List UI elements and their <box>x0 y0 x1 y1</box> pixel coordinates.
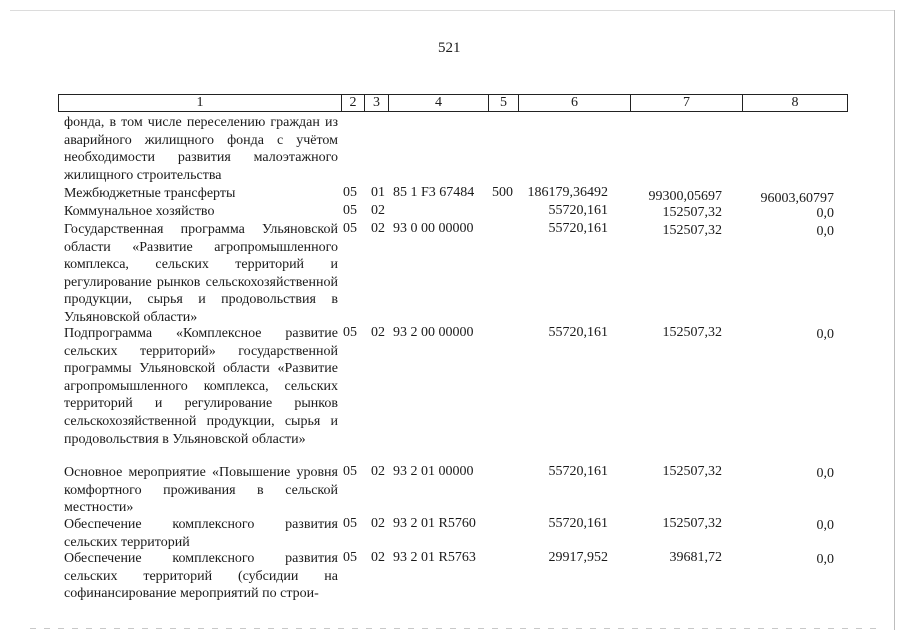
row-amount-1: 55720,161 <box>548 221 608 236</box>
row-amount-2: 152507,32 <box>662 464 722 479</box>
row-amount-1: 29917,952 <box>548 550 608 565</box>
row-amount-1: 55720,161 <box>548 516 608 531</box>
row-name: Основное мероприятие «Повышение уровня комфортного проживания в сельской местности» <box>64 465 338 516</box>
row-subsection: 02 <box>371 550 385 565</box>
page-edge-right <box>894 10 895 630</box>
row-name: Коммунальное хозяйство <box>64 204 215 219</box>
row-amount-3: 96003,60797 <box>760 191 834 206</box>
row-amount-3: 0,0 <box>816 552 834 567</box>
row-target-code: 93 2 00 00000 <box>393 325 474 340</box>
row-name: Обеспечение комплексного развития сельских территорий (субсидии на софинансирование мероприятий по строи- <box>64 551 338 602</box>
row-expense-type: 500 <box>492 185 513 200</box>
row-name: Государственная программа Ульяновской области «Развитие агропромышленного комплекса, сельских территорий и регулирование рынков сельскохозяйственной продукции, сырья и продовольствия в Ульяновской области» <box>64 222 338 325</box>
header-col-6: 6 <box>519 95 631 111</box>
row-section: 05 <box>343 516 357 531</box>
header-col-2: 2 <box>342 95 365 111</box>
row-amount-1: 55720,161 <box>548 203 608 218</box>
header-col-7: 7 <box>631 95 743 111</box>
row-name: Межбюджетные трансферты <box>64 186 236 201</box>
row-amount-2: 99300,05697 <box>648 189 722 204</box>
row-amount-2: 39681,72 <box>669 550 722 565</box>
row-section: 05 <box>343 221 357 236</box>
header-col-1: 1 <box>59 95 342 111</box>
row-amount-2: 152507,32 <box>662 223 722 238</box>
header-col-4: 4 <box>389 95 489 111</box>
row-amount-3: 0,0 <box>816 466 834 481</box>
row-name: Обеспечение комплексного развития сельских территорий <box>64 517 338 550</box>
row-target-code: 93 2 01 R5760 <box>393 516 476 531</box>
scan-artifact-line <box>30 628 880 629</box>
row-subsection: 01 <box>371 185 385 200</box>
row-amount-1: 55720,161 <box>548 464 608 479</box>
row-amount-3: 0,0 <box>816 206 834 221</box>
row-section: 05 <box>343 464 357 479</box>
row-subsection: 02 <box>371 464 385 479</box>
row-amount-3: 0,0 <box>816 518 834 533</box>
row-subsection: 02 <box>371 516 385 531</box>
row-amount-2: 152507,32 <box>662 205 722 220</box>
header-col-3: 3 <box>365 95 389 111</box>
row-subsection: 02 <box>371 203 385 218</box>
row-amount-3: 0,0 <box>816 224 834 239</box>
row-amount-3: 0,0 <box>816 327 834 342</box>
table-header <box>58 94 848 112</box>
row-target-code: 93 2 01 00000 <box>393 464 474 479</box>
row-section: 05 <box>343 185 357 200</box>
row-section: 05 <box>343 325 357 340</box>
row-target-code: 85 1 F3 67484 <box>393 185 475 200</box>
page-edge-top <box>10 10 894 11</box>
row-subsection: 02 <box>371 221 385 236</box>
row-subsection: 02 <box>371 325 385 340</box>
row-amount-1: 55720,161 <box>548 325 608 340</box>
row-target-code: 93 2 01 R5763 <box>393 550 476 565</box>
row-section: 05 <box>343 203 357 218</box>
header-col-8: 8 <box>791 95 799 110</box>
page-number: 521 <box>438 40 461 56</box>
header-col-5: 5 <box>489 95 519 111</box>
row-target-code: 93 0 00 00000 <box>393 221 474 236</box>
row-amount-1: 186179,36492 <box>527 185 608 200</box>
row-name: фонда, в том числе переселению граждан из аварийного жилищного фонда с учётом необходимости развития малоэтажного жилищного строительства <box>64 115 338 183</box>
row-amount-2: 152507,32 <box>662 516 722 531</box>
row-amount-2: 152507,32 <box>662 325 722 340</box>
row-section: 05 <box>343 550 357 565</box>
row-name: Подпрограмма «Комплексное развитие сельских территорий» государственной программы Ульяновской области «Развитие агропромышленного комплекса, сельских территорий и регулирование рынков сельскохозяйственной продукции, сырья и продовольствия в Ульяновской области» <box>64 326 338 447</box>
